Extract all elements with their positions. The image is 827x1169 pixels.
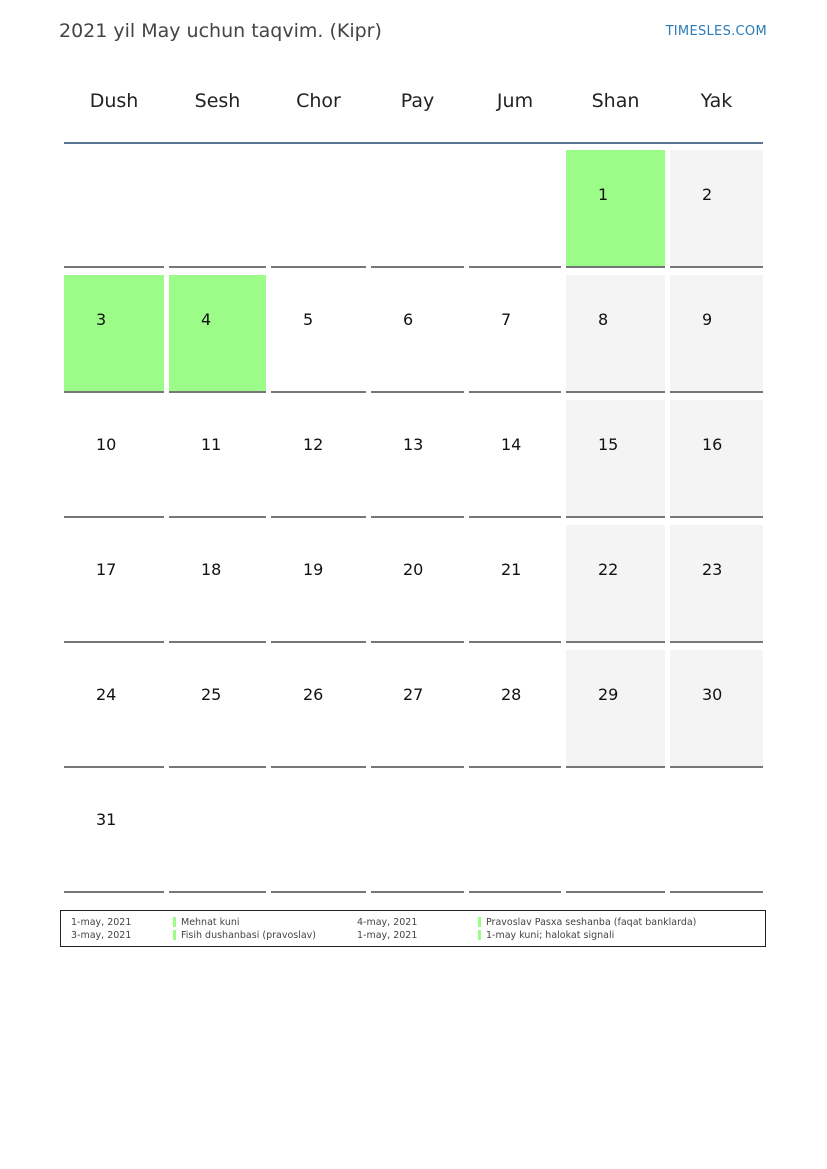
day-number: 22 [598,560,619,579]
day-cell[interactable] [64,775,164,893]
day-number: 21 [501,560,522,579]
day-number: 8 [598,310,609,329]
day-number: 14 [501,435,522,454]
empty-cell [271,150,366,268]
day-number: 2 [702,185,713,204]
day-number: 13 [403,435,424,454]
empty-cell [469,775,561,893]
empty-cell [169,775,266,893]
empty-cell [670,775,763,893]
legend-date: 3-may, 2021 [71,930,132,941]
day-cell[interactable] [670,650,763,768]
day-number: 17 [96,560,117,579]
legend-date: 1-may, 2021 [357,930,418,941]
day-number: 29 [598,685,619,704]
day-number: 24 [96,685,117,704]
empty-cell [169,150,266,268]
day-number: 12 [303,435,324,454]
day-cell[interactable] [670,400,763,518]
day-number: 1 [598,185,609,204]
legend-date: 4-may, 2021 [357,917,418,928]
day-cell[interactable] [469,525,561,643]
day-number: 6 [403,310,414,329]
day-cell[interactable] [271,400,366,518]
day-cell[interactable] [169,400,266,518]
day-cell[interactable] [64,275,164,393]
empty-cell [271,775,366,893]
weekday-label: Shan [591,90,640,112]
day-number: 18 [201,560,222,579]
day-number: 3 [96,310,107,329]
empty-cell [64,150,164,268]
day-cell[interactable] [371,650,464,768]
weekday-label: Yak [700,90,733,112]
empty-cell [371,150,464,268]
day-cell[interactable] [271,525,366,643]
day-cell[interactable] [670,275,763,393]
day-number: 23 [702,560,723,579]
day-number: 19 [303,560,324,579]
day-cell[interactable] [469,275,561,393]
day-number: 15 [598,435,619,454]
legend-marker [478,930,481,940]
day-cell[interactable] [469,400,561,518]
day-cell[interactable] [670,525,763,643]
day-number: 26 [303,685,324,704]
day-cell[interactable] [469,650,561,768]
day-number: 31 [96,810,117,829]
legend-name: Fisih dushanbasi (pravoslav) [181,930,317,941]
day-cell[interactable] [670,150,763,268]
day-cell[interactable] [566,275,665,393]
day-cell[interactable] [566,400,665,518]
day-cell[interactable] [64,400,164,518]
holiday-legend [60,910,766,947]
day-number: 4 [201,310,212,329]
day-number: 27 [403,685,424,704]
day-number: 16 [702,435,723,454]
day-number: 10 [96,435,117,454]
day-cell[interactable] [371,275,464,393]
day-cell[interactable] [169,275,266,393]
day-cell[interactable] [566,650,665,768]
weekday-label: Pay [400,90,435,112]
empty-cell [469,150,561,268]
weekday-label: Dush [89,90,139,112]
day-cell[interactable] [566,525,665,643]
legend-name: Mehnat kuni [181,917,240,928]
day-number: 7 [501,310,512,329]
legend-name: Pravoslav Pasxa seshanba (faqat banklarda) [486,917,697,928]
legend-marker [478,917,481,927]
day-number: 30 [702,685,723,704]
day-number: 5 [303,310,314,329]
day-number: 25 [201,685,222,704]
legend-name: 1-may kuni; halokat signali [486,930,615,941]
brand-link[interactable]: TIMESLES.COM [665,24,767,39]
weekday-label: Sesh [194,90,241,112]
day-cell[interactable] [371,525,464,643]
day-cell[interactable] [566,150,665,268]
page-title: 2021 yil May uchun taqvim. (Kipr) [59,20,382,42]
day-number: 9 [702,310,713,329]
day-cell[interactable] [271,275,366,393]
day-number: 11 [201,435,222,454]
header-divider [64,142,763,144]
day-cell[interactable] [371,400,464,518]
day-cell[interactable] [169,525,266,643]
empty-cell [371,775,464,893]
day-cell[interactable] [169,650,266,768]
legend-date: 1-may, 2021 [71,917,132,928]
day-cell[interactable] [271,650,366,768]
weekday-label: Jum [496,90,534,112]
day-number: 28 [501,685,522,704]
legend-marker [173,930,176,940]
legend-marker [173,917,176,927]
empty-cell [566,775,665,893]
day-number: 20 [403,560,424,579]
day-cell[interactable] [64,525,164,643]
weekday-label: Chor [296,90,341,112]
day-cell[interactable] [64,650,164,768]
